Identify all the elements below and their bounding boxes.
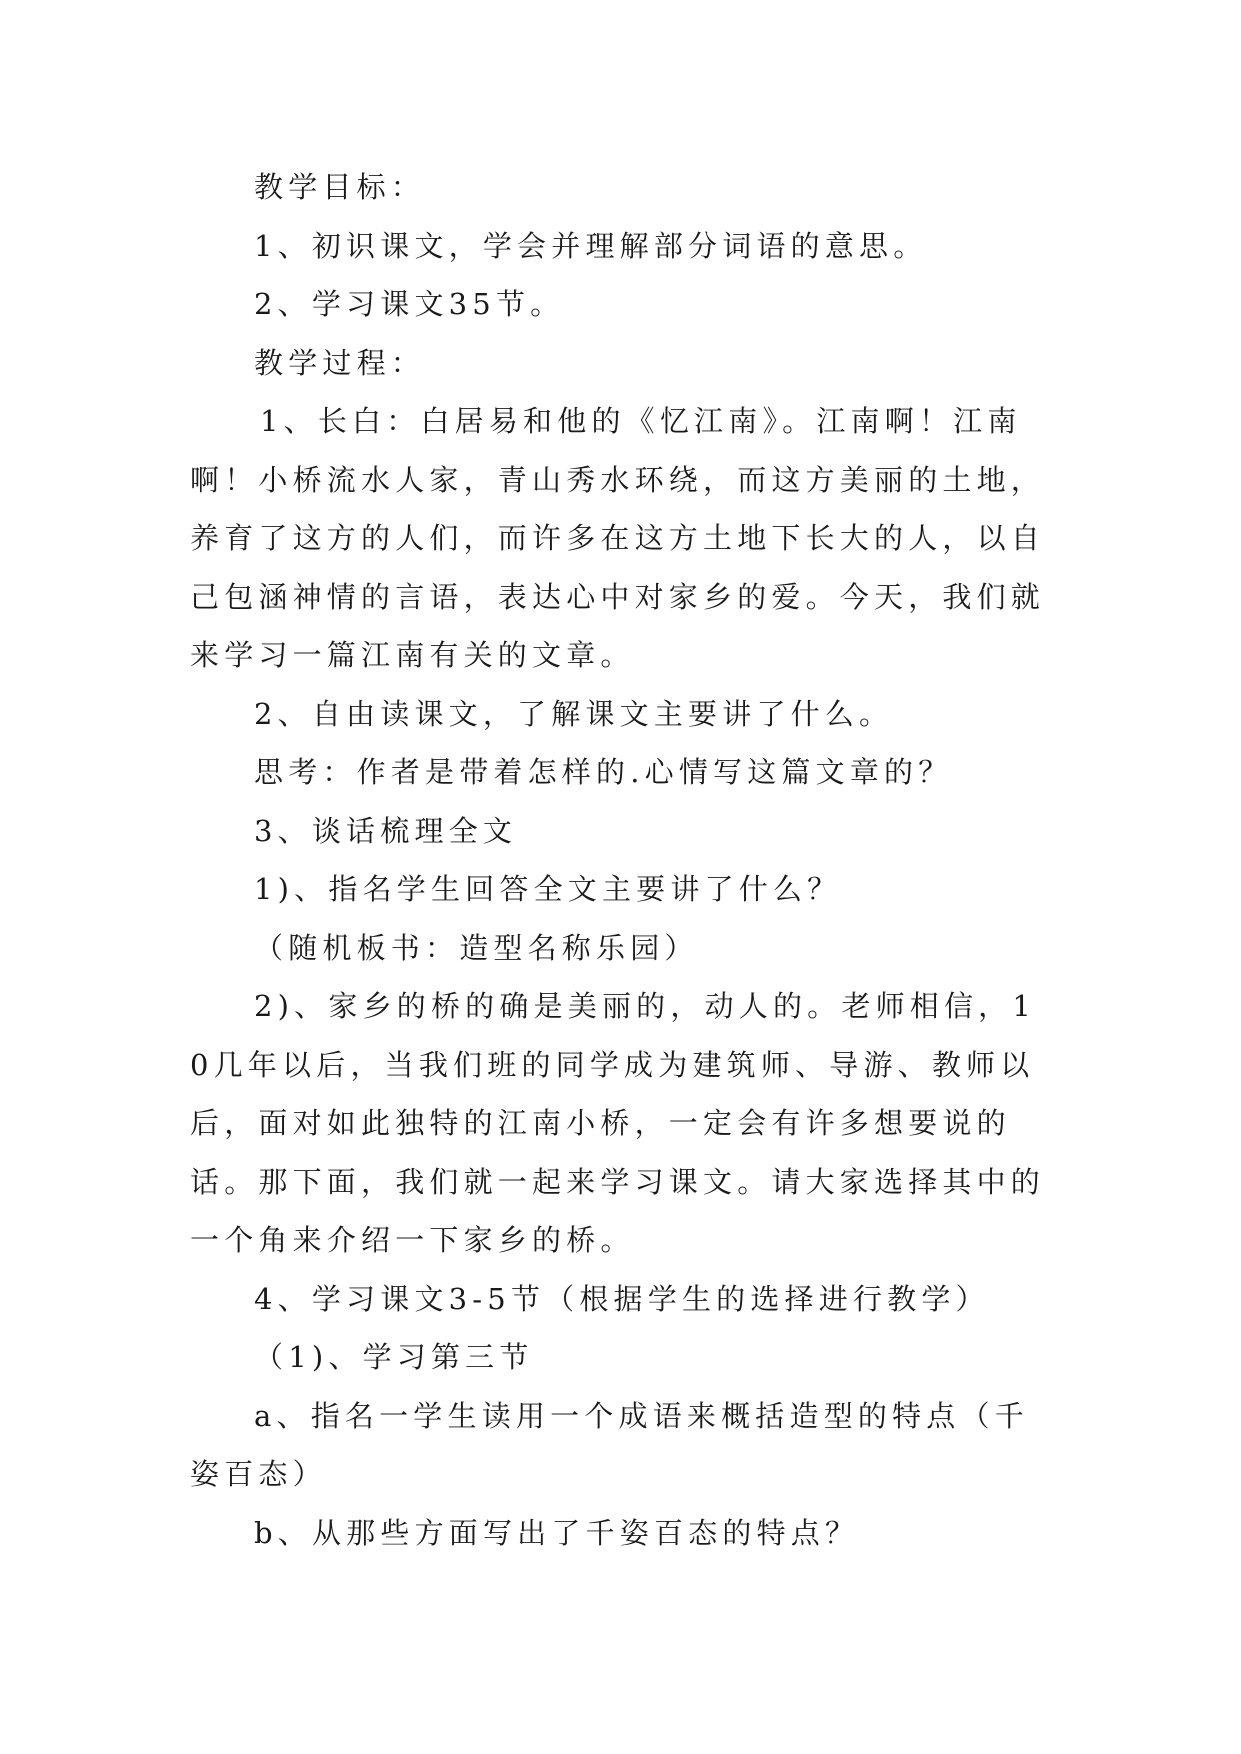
heading-teaching-goals: 教学目标： bbox=[254, 170, 426, 204]
thinking-question: 思考：作者是带着怎样的.心情写这篇文章的？ bbox=[254, 755, 953, 789]
process-step-4: 4、学习课文3-5节（根据学生的选择进行教学） bbox=[254, 1281, 990, 1316]
step-4-sub-1: （1)、学习第三节 bbox=[254, 1340, 534, 1374]
step-4-item-a: a、指名一学生读用一个成语来概括造型的特点（千姿百态） bbox=[190, 1398, 1029, 1491]
process-step-3: 3、谈话梳理全文 bbox=[254, 813, 518, 848]
step-4-item-b: b、从那些方面写出了千姿百态的特点？ bbox=[254, 1515, 860, 1550]
process-step-2: 2、自由读课文，了解课文主要讲了什么。 bbox=[254, 696, 894, 731]
board-note: （随机板书：造型名称乐园） bbox=[254, 930, 699, 965]
document-body bbox=[190, 158, 1052, 1562]
goal-item-2: 2、学习课文35节。 bbox=[254, 287, 565, 321]
step-3-sub-2: 2)、家乡的桥的确是美丽的，动人的。老师相信，10几年以后，当我们班的同学成为建筑师、导游、教师以后，面对如此独特的江南小桥，一定会有许多想要说的话。那下面，我们就一起来学习课文。请大家选择其中的一个角来介绍一下家乡的桥。 bbox=[190, 989, 1046, 1257]
step-3-sub-1: 1)、指名学生回答全文主要讲了什么？ bbox=[254, 872, 842, 906]
heading-teaching-process: 教学过程： bbox=[254, 345, 426, 380]
process-step-1: 1、长白：白居易和他的《忆江南》。江南啊！江南啊！小桥流水人家，青山秀水环绕，而这方美丽的土地，养育了这方的人们，而许多在这方土地下长大的人，以自己包涵神情的言语，表达心中对家乡的爱。今天，我们就来学习一篇江南有关的文章。 bbox=[190, 404, 1046, 672]
goal-item-1: 1、初识课文，学会并理解部分词语的意思。 bbox=[254, 228, 928, 263]
